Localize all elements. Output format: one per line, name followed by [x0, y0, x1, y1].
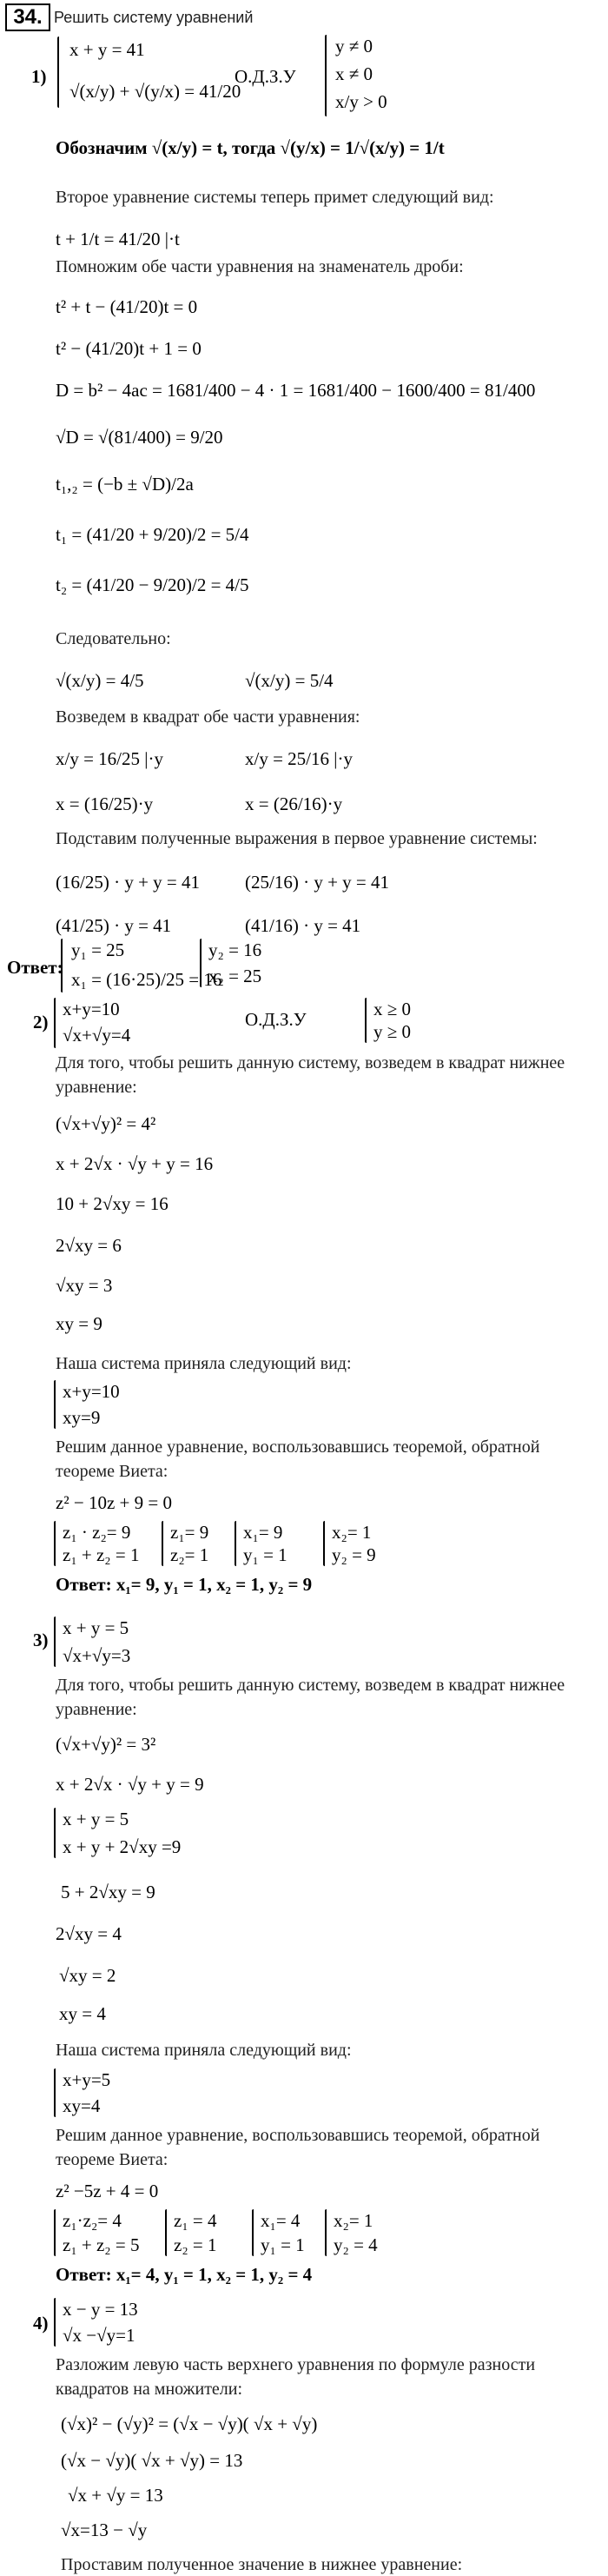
- math-line: √x+√y=4: [63, 1025, 131, 1046]
- explanation-text: Наша система приняла следующий вид:: [56, 2041, 352, 2060]
- math-line: y₂ = 9: [332, 1544, 376, 1565]
- math-line: x = (26/16)·y: [245, 793, 343, 814]
- math-line: √xy = 2: [59, 1965, 116, 1986]
- explanation-text: Решим данное уравнение, воспользовавшись теоремой, обратной: [56, 2126, 540, 2145]
- math-line: Ответ: x₁= 4, y₁ = 1, x₂ = 1, y₂ = 4: [56, 2264, 313, 2285]
- math-line: √D = √(81/400) = 9/20: [56, 427, 223, 448]
- math-line: xy=4: [63, 2095, 101, 2116]
- math-line: z² −5z + 4 = 0: [56, 2181, 159, 2201]
- math-line: 3): [33, 1630, 49, 1650]
- math-line: x/y = 25/16 |·y: [245, 748, 353, 769]
- explanation-text: Решим данное уравнение, воспользовавшись теоремой, обратной: [56, 1437, 540, 1457]
- math-line: √(x/y) = 4/5: [56, 670, 144, 691]
- math-line: 1): [31, 66, 47, 87]
- math-line: x ≥ 0: [373, 999, 412, 1019]
- system-brace: [54, 1380, 56, 1429]
- explanation-text: теореме Виета:: [56, 1462, 169, 1481]
- explanation-text: Возведем в квадрат обе части уравнения:: [56, 707, 360, 727]
- system-brace: [54, 1521, 56, 1566]
- math-line: t² − (41/20)t + 1 = 0: [56, 338, 202, 359]
- math-line: (√x+√y)² = 4²: [56, 1113, 156, 1134]
- math-line: xy = 4: [59, 2003, 106, 2024]
- system-brace: [252, 2209, 254, 2256]
- math-line: y₁ = 1: [261, 2234, 305, 2255]
- explanation-text: уравнение:: [56, 1078, 137, 1097]
- math-line: √x=13 − √y: [61, 2520, 148, 2540]
- math-line: y₁ = 25: [71, 939, 125, 960]
- math-line: О.Д.З.У: [245, 1009, 307, 1030]
- problem-number: 34.: [5, 3, 50, 31]
- math-line: t₂ = (41/20 − 9/20)/2 = 4/5: [56, 574, 249, 595]
- math-line: О.Д.З.У: [235, 66, 296, 87]
- math-line: y₁ = 1: [243, 1544, 287, 1565]
- math-line: Ответ:: [7, 957, 63, 978]
- math-line: x₁= 9: [243, 1522, 283, 1543]
- math-line: D = b² − 4ac = 1681/400 − 4 · 1 = 1681/400 − 1600/400 = 81/400: [56, 380, 536, 401]
- system-brace: [54, 2209, 56, 2256]
- math-line: x₁= 4: [261, 2210, 301, 2231]
- math-line: (√x)² − (√y)² = (√x − √y)( √x + √y): [61, 2413, 318, 2434]
- explanation-text: Проставим полученное значение в нижнее уравнение:: [61, 2555, 463, 2574]
- math-line: √x+√y=3: [63, 1645, 131, 1666]
- math-line: z₂= 1: [170, 1544, 209, 1565]
- math-line: xy=9: [63, 1407, 101, 1428]
- math-line: t + 1/t = 41/20 |·t: [56, 229, 180, 249]
- math-line: z² − 10z + 9 = 0: [56, 1492, 172, 1513]
- math-line: x + y + 2√xy =9: [63, 1836, 182, 1857]
- math-line: y₂ = 16: [208, 939, 262, 960]
- math-line: z₁ + z₂ = 5: [63, 2234, 140, 2255]
- system-brace: [54, 2068, 56, 2117]
- math-line: (√x − √y)( √x + √y) = 13: [61, 2450, 243, 2471]
- math-line: z₁ = 4: [174, 2210, 217, 2231]
- math-line: (41/25) · y = 41: [56, 915, 172, 936]
- explanation-text: Подставим полученные выражения в первое уравнение системы:: [56, 829, 538, 848]
- math-line: x = (16/25)·y: [56, 793, 154, 814]
- math-line: y ≠ 0: [335, 36, 373, 56]
- math-line: y₂ = 4: [334, 2234, 378, 2255]
- math-line: (25/16) · y + y = 41: [245, 872, 390, 893]
- math-line: x + y = 5: [63, 1617, 129, 1638]
- math-line: x₂= 1: [332, 1522, 372, 1543]
- math-line: x + y = 5: [63, 1809, 129, 1829]
- system-brace: [323, 1521, 325, 1566]
- system-brace: [54, 2298, 56, 2347]
- math-line: x+y=10: [63, 1381, 120, 1402]
- explanation-text: Второе уравнение системы теперь примет следующий вид:: [56, 188, 494, 207]
- math-line: x − y = 13: [63, 2299, 138, 2320]
- math-line: √xy = 3: [56, 1275, 113, 1296]
- math-line: x₁ = (16·25)/25 = 16: [71, 969, 222, 990]
- system-brace: [235, 1521, 236, 1566]
- system-brace: [162, 1521, 163, 1566]
- explanation-text: Наша система приняла следующий вид:: [56, 1354, 352, 1373]
- problem-title: Решить систему уравнений: [54, 9, 254, 26]
- math-line: xy = 9: [56, 1313, 102, 1334]
- explanation-text: Для того, чтобы решить данную систему, возведем в квадрат нижнее: [56, 1676, 565, 1695]
- system-brace: [54, 998, 56, 1048]
- math-line: 10 + 2√xy = 16: [56, 1193, 169, 1214]
- math-line: 2√xy = 4: [56, 1923, 122, 1944]
- math-line: x₂= 1: [334, 2210, 373, 2231]
- system-brace: [54, 1808, 56, 1858]
- math-line: z₂ = 1: [174, 2234, 217, 2255]
- math-line: x + 2√x · √y + y = 16: [56, 1153, 214, 1174]
- math-line: t² + t − (41/20)t = 0: [56, 296, 198, 317]
- math-line: x₂ = 25: [208, 966, 262, 986]
- system-brace: [165, 2209, 167, 2256]
- math-line: z₁ · z₂= 9: [63, 1522, 131, 1543]
- explanation-text: Следовательно:: [56, 629, 171, 648]
- math-line: z₁= 9: [170, 1522, 209, 1543]
- math-line: Ответ: x₁= 9, y₁ = 1, x₂ = 1, y₂ = 9: [56, 1574, 313, 1595]
- system-brace: [365, 998, 367, 1043]
- explanation-text: Помножим обе части уравнения на знаменатель дроби:: [56, 257, 464, 276]
- math-line: √(x/y) + √(y/x) = 41/20: [69, 81, 241, 102]
- math-line: 5 + 2√xy = 9: [61, 1882, 155, 1902]
- explanation-text: квадратов на множители:: [56, 2380, 243, 2399]
- math-line: x+y=10: [63, 999, 120, 1019]
- math-line: 2√xy = 6: [56, 1235, 122, 1256]
- system-brace: [325, 2209, 327, 2256]
- system-brace: [54, 1617, 56, 1667]
- math-line: x+y=5: [63, 2069, 111, 2090]
- explanation-text: уравнение:: [56, 1700, 137, 1719]
- explanation-text: теореме Виета:: [56, 2150, 169, 2169]
- math-line: Обозначим √(x/y) = t, тогда √(y/x) = 1/√(x/y) = 1/t: [56, 137, 445, 158]
- math-line: √x + √y = 13: [68, 2485, 163, 2506]
- math-line: 2): [33, 1012, 49, 1032]
- math-line: y ≥ 0: [373, 1021, 412, 1042]
- system-brace: [57, 37, 59, 108]
- math-line: t₁,₂ = (−b ± √D)/2a: [56, 474, 194, 495]
- math-line: 4): [33, 2313, 49, 2334]
- math-line: x ≠ 0: [335, 63, 373, 84]
- math-line: x + y = 41: [69, 39, 145, 60]
- math-line: z₁·z₂= 4: [63, 2210, 122, 2231]
- math-line: (41/16) · y = 41: [245, 915, 361, 936]
- math-line: (16/25) · y + y = 41: [56, 872, 201, 893]
- math-line: z₁ + z₂ = 1: [63, 1544, 140, 1565]
- math-line: x/y > 0: [335, 91, 387, 112]
- math-line: x/y = 16/25 |·y: [56, 748, 163, 769]
- system-brace: [325, 35, 327, 116]
- explanation-text: Разложим левую часть верхнего уравнения по формуле разности: [56, 2355, 536, 2374]
- math-line: √(x/y) = 5/4: [245, 670, 334, 691]
- math-line: x + 2√x · √y + y = 9: [56, 1774, 204, 1795]
- math-line: (√x+√y)² = 3²: [56, 1734, 156, 1755]
- math-line: t₁ = (41/20 + 9/20)/2 = 5/4: [56, 524, 249, 545]
- math-line: √x −√y=1: [63, 2325, 135, 2346]
- explanation-text: Для того, чтобы решить данную систему, возведем в квадрат нижнее: [56, 1053, 565, 1072]
